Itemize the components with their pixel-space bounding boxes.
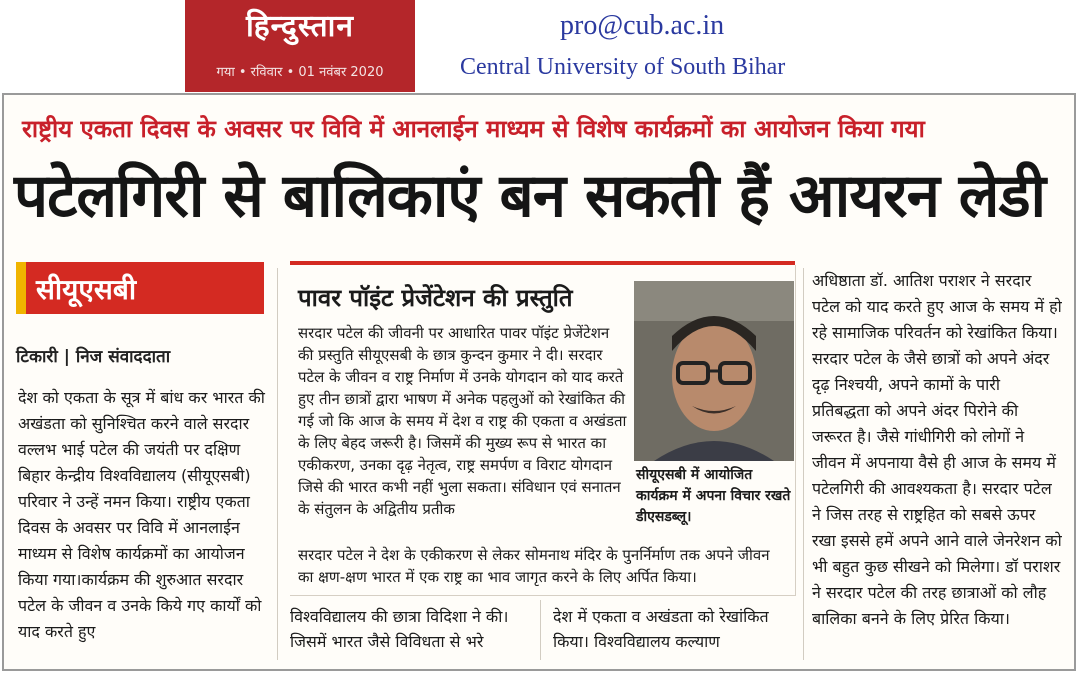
article-column-bottom-2: देश में एकता व अखंडता को रेखांकित किया। विश्वविद्यालय कल्याण bbox=[553, 607, 769, 651]
photo-caption: सीयूएसबी में आयोजित कार्यक्रम में अपना विचार रखते डीएसडब्लू। bbox=[636, 467, 791, 525]
column-divider bbox=[277, 268, 278, 660]
newspaper-logo: हिन्दुस्तान bbox=[245, 9, 355, 44]
sidebar-box-text: सरदार पटेल की जीवनी पर आधारित पावर पॉइंट प्रेजेंटेशन की प्रस्तुति सीयूएसबी के छात्र कुन्दन कुमार ने दी। सरदार पटेल के जीवन व राष्ट्र निर्माण में उनके योगदान को याद करते हुए तीन छात्रों द्वारा भाषण में अनेक पहलुओं को रेखांकित की गई जो कि आज के समय में देश व राष्ट्र की एकता व अखंडता के लिए बेहद जरूरी है। जिसमें की मुख्य रूप से भारत का एकीकरण, उनका दृढ़ नेतृत्व, राष्ट्र समर्पण व विराट योगदान जिसे की भारत कभी नहीं भुला सकता। संविधान एवं सनातन के संतुलन के अद्वितीय प्रतीक bbox=[298, 324, 627, 518]
dateline: गया • रविवार • 01 नवंबर 2020 bbox=[216, 65, 384, 80]
person-photo-illustration bbox=[634, 281, 794, 461]
article-column-bottom-1: विश्वविद्यालय की छात्रा विदिशा ने की। जिसमें भारत जैसे विविधता से भरे bbox=[290, 607, 509, 651]
section-tag-label: सीयूएसबी bbox=[36, 273, 137, 306]
article-column-right: अधिष्ठाता डॉ. आतिश पराशर ने सरदार पटेल को याद करते हुए आज के समय में हो रहे सामाजिक परिवर्तन को रेखांकित किया। सरदार पटेल के जैसे छात्रों को अपने अंदर दृढ़ निश्चयी, अपने कामों के पारी प्रतिबद्धता को अपने अंदर पिरोने की जरूरत है। जैसे गांधीगिरी को लोगों ने जीवन में अपनाया वैसे ही आज के समय में पटेलगिरी की आवश्यकता है। सरदार पटेल ने जिस तरह से राष्ट्रहित को सबसे ऊपर रखा इससे हमें अपने आने वाले जेनरेशन को भी बहुत कुछ सीखने को मिलेगा। डॉ पराशर ने सरदार पटेल की तरह छात्राओं को लौह बालिका बनने के लिए प्रेरित किया। bbox=[812, 271, 1062, 628]
institution-name: Central University of South Bihar bbox=[460, 54, 786, 80]
sidebar-box-rule bbox=[290, 261, 795, 265]
newspaper-masthead bbox=[185, 0, 415, 92]
column-divider bbox=[540, 600, 541, 660]
sidebar-box-title: पावर पॉइंट प्रेजेंटेशन की प्रस्तुति bbox=[298, 284, 573, 312]
column-divider bbox=[803, 268, 804, 660]
article-column-left: देश को एकता के सूत्र में बांध कर भारत की अखंडता को सुनिश्चित करने वाले सरदार वल्लभ भाई पटेल की जयंती पर दक्षिण बिहार केन्द्रीय विश्वविद्यालय (सीयूएसबी) परिवार ने उन्हें नमन किया। राष्ट्रीय एकता दिवस के अवसर पर विवि में आनलाईन माध्यम से विशेष कार्यक्रमों का आयोजन किया गया।कार्यक्रम की शुरुआत सरदार पटेल के जीवन व उनके किये गए कार्यों को याद करते हुए bbox=[18, 388, 265, 641]
sidebar-box-text-wide: सरदार पटेल ने देश के एकीकरण से लेकर सोमनाथ मंदिर के पुनर्निर्माण तक अपने जीवन का क्षण-क्षण भारत में एक राष्ट्र का भाव जागृत करने के लिए अर्पित किया। bbox=[298, 546, 770, 586]
article-headline: पटेलगिरी से बालिकाएं बन सकती हैं आयरन लेडी bbox=[14, 161, 1046, 231]
article-photo bbox=[634, 281, 794, 461]
article-subhead: राष्ट्रीय एकता दिवस के अवसर पर विवि में आनलाईन माध्यम से विशेष कार्यक्रमों का आयोजन किया गया bbox=[22, 115, 925, 143]
section-tag-accent bbox=[16, 262, 26, 314]
byline: टिकारी | निज संवाददाता bbox=[16, 347, 171, 367]
contact-email: pro@cub.ac.in bbox=[560, 10, 725, 41]
